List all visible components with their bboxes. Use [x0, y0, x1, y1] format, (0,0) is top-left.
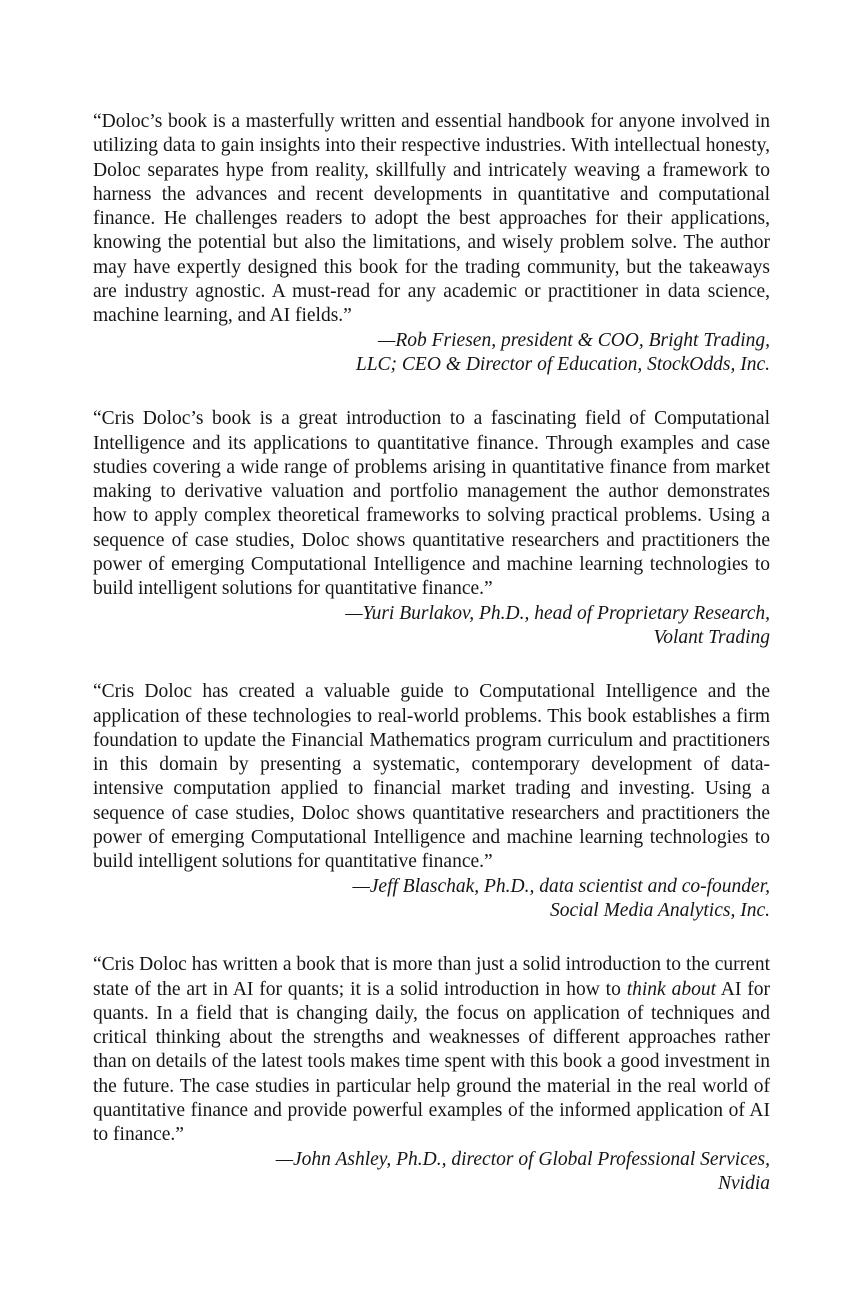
endorsement-block	[93, 110, 770, 377]
endorsement-attribution	[93, 602, 770, 651]
endorsement-quote: “Cris Doloc has created a valuable guide to Computational Intelligence and the application of these technologies to real-world problems. This book establishes a firm foundation to update the Financial Mathematics program curriculum and practitioners in this domain by presenting a systematic, contemporary development of data-intensive computation applied to financial market trading and investing. Using a sequence of case studies, Doloc shows quantitative researchers and practitioners the power of emerging Computational Intelligence and machine learning technologies to build intelligent solutions for quantitative finance.”	[93, 681, 770, 873]
attribution-line: Volant Trading	[653, 626, 770, 648]
endorsement-block	[93, 407, 770, 650]
endorsement-quote: “Cris Doloc’s book is a great introduction to a fascinating field of Computational Intelligence and its applications to quantitative finance. Through examples and case studies covering a wide range of problems arising in quantitative finance from market making to derivative valuation and portfolio management the author demonstrates how to apply complex theoretical frameworks to solving practical problems. Using a sequence of case studies, Doloc shows quantitative researchers and practitioners the power of emerging Computational Intelligence and machine learning technologies to build intelligent solutions for quantitative finance.”	[93, 408, 770, 600]
attribution-line: LLC; CEO & Director of Education, StockOdds, Inc.	[355, 353, 770, 375]
endorsement-quote: “Doloc’s book is a masterfully written and essential handbook for anyone involved in utilizing data to gain insights into their respective industries. With intellectual honesty, Doloc separates hype from reality, skillfully and intricately weaving a framework to harness the advances and recent developments in quantitative and computational finance. He challenges readers to adopt the best approaches for their applications, knowing the potential but also the limitations, and wisely problem solve. The author may have expertly designed this book for the trading community, but the takeaways are industry agnostic. A must-read for any academic or practitioner in data science, machine learning, and AI fields.”	[93, 111, 770, 327]
endorsement-attribution	[93, 875, 770, 924]
endorsement-quote: “Cris Doloc has written a book that is more than just a solid introduction to the current state of the art in AI for quants; it is a solid introduction in how to think about AI for quants. In a field that is changing daily, the focus on application of techniques and critical thinking about the strengths and weaknesses of different approaches rather than on details of the latest tools makes time spent with this book a good investment in the future. The case studies in particular help ground the material in the real world of quantitative finance and provide powerful examples of the informed application of AI to finance.”	[93, 954, 770, 1146]
endorsement-block	[93, 680, 770, 923]
endorsement-block	[93, 953, 770, 1196]
attribution-line: —John Ashley, Ph.D., director of Global Professional Services,	[275, 1148, 770, 1170]
attribution-line: —Yuri Burlakov, Ph.D., head of Proprietary Research,	[345, 602, 770, 624]
endorsement-attribution	[93, 329, 770, 378]
attribution-line: Social Media Analytics, Inc.	[549, 899, 770, 921]
attribution-line: —Rob Friesen, president & COO, Bright Trading,	[378, 329, 770, 351]
attribution-line: —Jeff Blaschak, Ph.D., data scientist and co-founder,	[352, 875, 770, 897]
endorsement-attribution	[93, 1148, 770, 1197]
attribution-line: Nvidia	[718, 1172, 770, 1194]
